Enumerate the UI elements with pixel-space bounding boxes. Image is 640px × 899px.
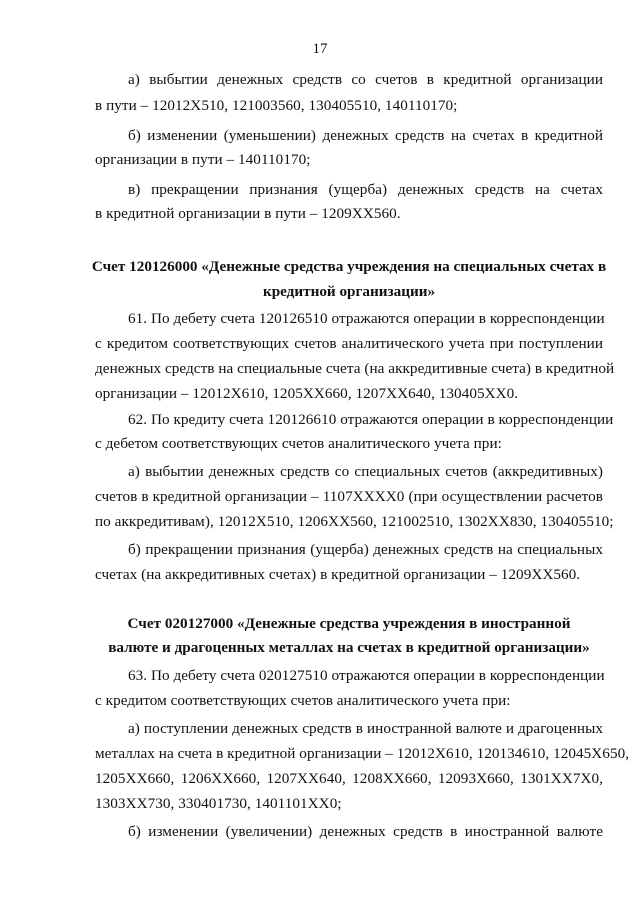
paragraph-line: 61. По дебету счета 120126510 отражаются операции в корреспонденции bbox=[128, 310, 605, 327]
paragraph-line: счетах (на аккредитивных счетах) в кредитной организации – 1209ХХ560. bbox=[95, 566, 581, 583]
section-heading: кредитной организации» bbox=[262, 283, 436, 300]
paragraph-line: денежных средств на специальные счета (на аккредитивные счета) в кредитной bbox=[95, 360, 615, 377]
section-heading: валюте и драгоценных металлах на счетах в кредитной организации» bbox=[108, 639, 590, 656]
paragraph-line: а) выбытии денежных средств со специальных счетов (аккредитивных) bbox=[128, 463, 603, 480]
paragraph-line: 63. По дебету счета 020127510 отражаются операции в корреспонденции bbox=[128, 667, 605, 684]
paragraph-line: 1205ХХ660, 1206ХХ660, 1207ХХ640, 1208ХХ660, 12093Х660, 1301ХХ7Х0, bbox=[95, 770, 603, 787]
paragraph-line: организации в пути – 140110170; bbox=[95, 151, 311, 168]
paragraph-line: металлах на счета в кредитной организации – 12012Х610, 120134610, 12045Х650, bbox=[95, 745, 630, 762]
section-heading: Счет 120126000 «Денежные средства учреждения на специальных счетах в bbox=[91, 258, 607, 275]
paragraph-line: организации – 12012Х610, 1205ХХ660, 1207ХХ640, 130405ХХ0. bbox=[95, 385, 519, 402]
paragraph-line: в) прекращении признания (ущерба) денежных средств на счетах bbox=[128, 181, 603, 198]
section-heading: Счет 020127000 «Денежные средства учреждения в иностранной bbox=[127, 615, 571, 632]
paragraph-line: по аккредитивам), 12012Х510, 1206ХХ560, 121002510, 1302ХХ830, 130405510; bbox=[95, 513, 614, 530]
paragraph-line: б) изменении (увеличении) денежных средств в иностранной валюте bbox=[128, 823, 603, 840]
paragraph-line: в пути – 12012Х510, 121003560, 130405510, 140110170; bbox=[95, 97, 458, 114]
paragraph-line: б) изменении (уменьшении) денежных средств на счетах в кредитной bbox=[128, 127, 603, 144]
paragraph-line: а) выбытии денежных средств со счетов в кредитной организации bbox=[128, 71, 603, 88]
page-number: 17 bbox=[312, 41, 328, 57]
paragraph-line: в кредитной организации в пути – 1209ХХ560. bbox=[95, 205, 401, 222]
paragraph-line: 1303ХХ730, 330401730, 1401101ХХ0; bbox=[95, 795, 342, 812]
paragraph-line: счетов в кредитной организации – 1107ХХХХ0 (при осуществлении расчетов bbox=[95, 488, 603, 505]
paragraph-line: с кредитом соответствующих счетов аналитического учета при поступлении bbox=[95, 335, 603, 352]
paragraph-line: а) поступлении денежных средств в иностранной валюте и драгоценных bbox=[128, 720, 603, 737]
paragraph-line: с кредитом соответствующих счетов аналитического учета при: bbox=[95, 692, 511, 709]
paragraph-line: 62. По кредиту счета 120126610 отражаются операции в корреспонденции bbox=[128, 411, 614, 428]
paragraph-line: б) прекращении признания (ущерба) денежных средств на специальных bbox=[128, 541, 603, 558]
paragraph-line: с дебетом соответствующих счетов аналитического учета при: bbox=[95, 435, 502, 452]
